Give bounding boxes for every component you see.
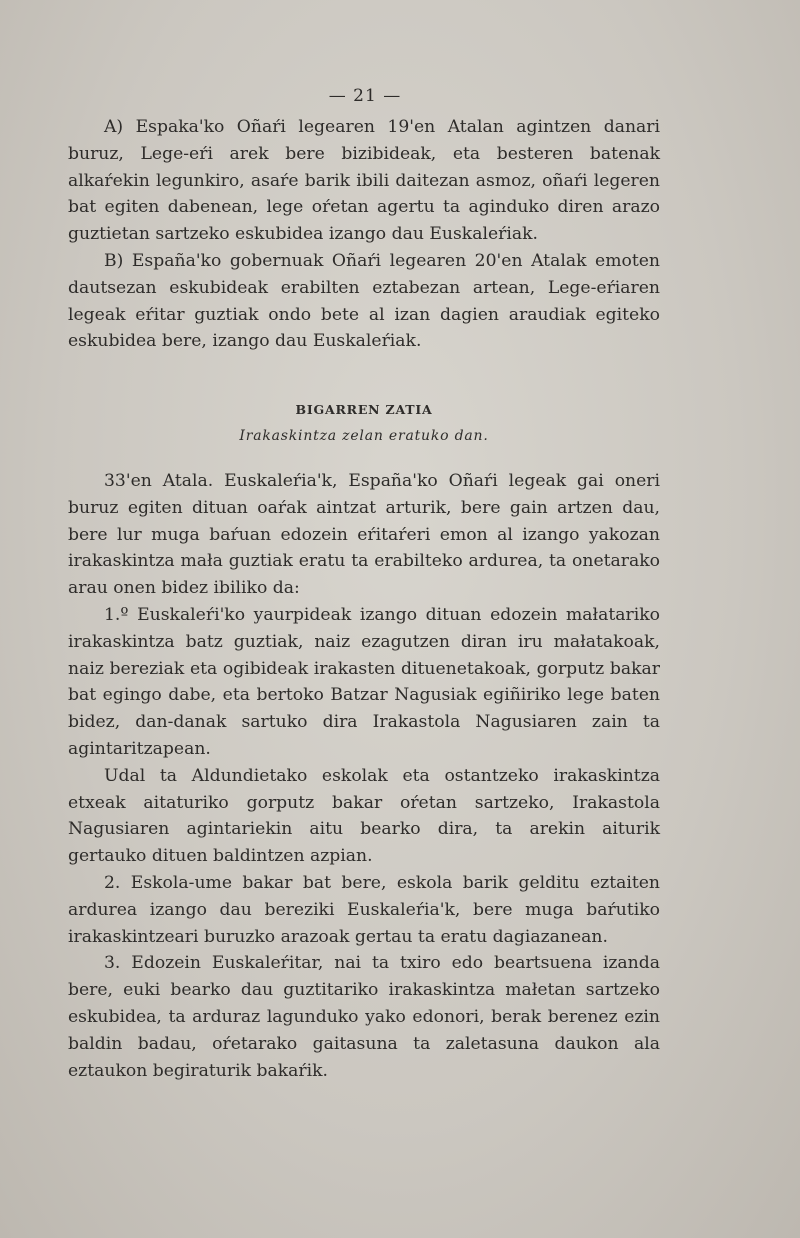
text-block-top xyxy=(68,114,660,355)
paragraph-a: A) Espaka'ko Oñaŕi legearen 19'en Atalan agintzen danari buruz, Lege-eŕi arek bere bizibideak, eta besteren batenak alkaŕekin legunkiro, asaŕe barik ibili daitezan asmoz, oñaŕi legeren bat egiten dabenean, lege oŕetan agertu ta aginduko diren arazo guztietan sartzeko eskubidea izango dau Euskaleŕiak. xyxy=(68,117,660,245)
text-block-bottom xyxy=(68,468,660,1084)
section-subtitle: Irakaskintza zelan eratuko dan. xyxy=(239,428,489,444)
paragraph-point-1: 1.º Euskaleŕi'ko yaurpideak izango dituan edozein małatariko irakaskintza batz guztiak, naiz ezagutzen diran iru małatakoak, naiz bereziak eta ogibideak irakasten dituenetakoak, gorputz bakar bat egingo dabe, eta bertoko Batzar Nagusiak egiñiriko lege baten bidez, dan-danak sartuko dira Irakastola Nagusiaren zain ta agintaritzapean. xyxy=(68,604,660,759)
paragraph-udal: Udal ta Aldundietako eskolak eta ostantzeko irakaskintza etxeak aitaturiko gorputz bakar oŕetan sartzeko, Irakastola Nagusiaren agintariekin aitu bearko dira, ta arekin aiturik gertauko dituen baldintzen azpian. xyxy=(68,765,660,867)
section-heading: BIGARREN ZATIA xyxy=(295,402,433,417)
paragraph-article-33: 33'en Atala. Euskaleŕia'k, España'ko Oñaŕi legeak gai oneri buruz egiten dituan oaŕak aintzat arturik, bere gain artzen dau, bere lur muga baŕuan edozein eŕitaŕeri emon al izango yakozan irakaskintza mała guztiak eratu ta erabilteko ardurea, ta onetarako arau onen bidez ibiliko da: xyxy=(68,471,660,599)
page-number: — 21 — xyxy=(328,86,402,106)
paragraph-point-2: 2. Eskola-ume bakar bat bere, eskola barik gelditu eztaiten ardurea izango dau bereziki Euskaleŕia'k, bere muga baŕutiko irakaskintzeari buruzko arazoak gertau ta eratu dagiazanean. xyxy=(68,872,660,947)
paragraph-point-3: 3. Edozein Euskaleŕitar, nai ta txiro edo beartsuena izanda bere, euki bearko dau guztitariko irakaskintza małetan sartzeko eskubidea, ta arduraz lagunduko yako edonori, berak berenez ezin baldin badau, oŕetarako gaitasuna ta zaletasuna daukon ala eztaukon begiraturik bakaŕik. xyxy=(68,953,660,1081)
paragraph-b: B) España'ko gobernuak Oñaŕi legearen 20'en Atalak emoten dautsezan eskubideak erabilten eztabezan artean, Lege-eŕiaren legeak eŕitar guztiak ondo bete al izan dagien araudiak egiteko eskubidea bere, izango dau Euskaleŕiak. xyxy=(68,250,660,352)
